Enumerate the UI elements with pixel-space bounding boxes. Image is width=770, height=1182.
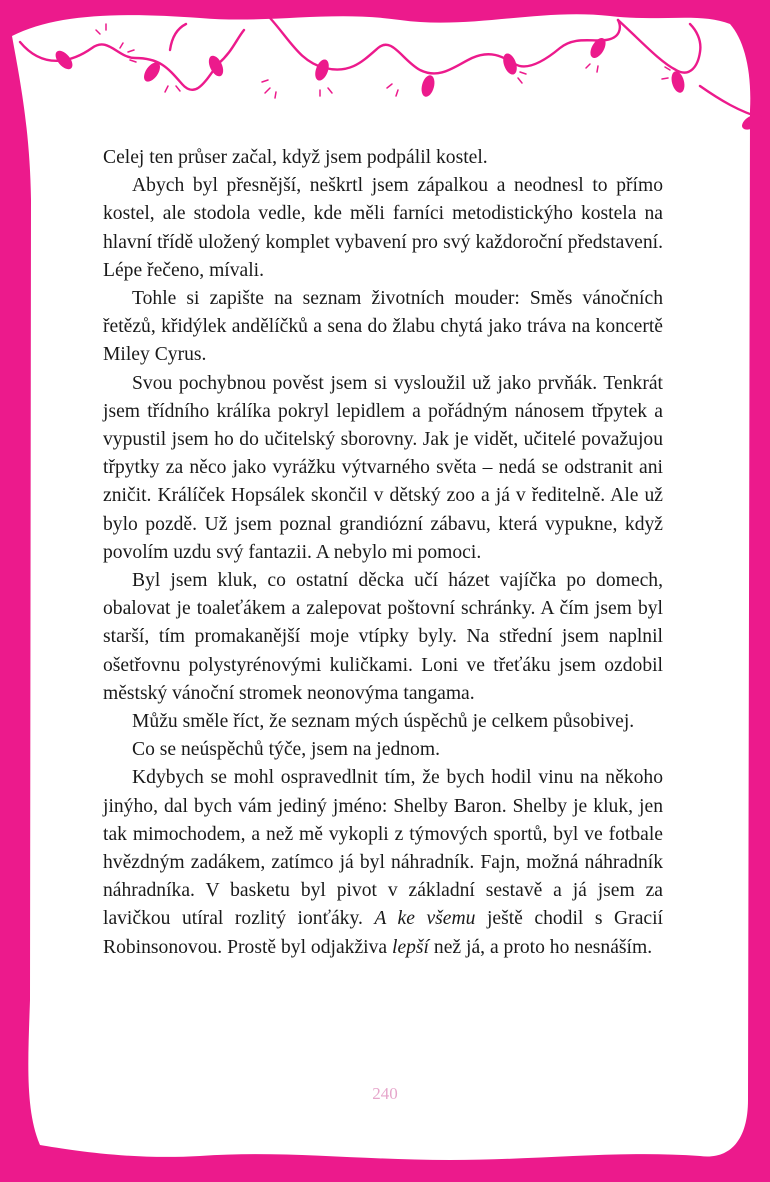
paragraph-text: Tohle si zapište na seznam životních mouder: Směs vánočních řetězů, křidýlek andělíčků a sena do žlabu chytá jako tráva na koncertě Miley Cyrus. xyxy=(103,288,663,366)
paragraph xyxy=(103,285,663,370)
paragraph xyxy=(103,567,663,708)
page-number: 240 xyxy=(372,1084,398,1103)
paragraph-text: Abych byl přesnější, neškrtl jsem zápalkou a neodnesl to přímo kostel, ale stodola vedle, kde měli farníci metodistickýho kostela na hlavní třídě uložený komplet vybavení pro svý každoroční představení. Lépe řečeno, mívali. xyxy=(103,175,663,281)
paragraph-text: ještě chodil s Gracií Robinsonovou. Prostě byl odjakživa xyxy=(103,908,663,958)
paragraph xyxy=(103,144,663,172)
page-body-text xyxy=(103,144,663,962)
paragraph xyxy=(103,736,663,764)
paragraph-text: Kdybych se mohl ospravedlnit tím, že bych hodil vinu na někoho jinýho, dal bych vám jediný jméno: Shelby Baron. Shelby je kluk, jen tak mimochodem, a než mě vykopli z týmových sportů, byl ve fotbale hvězdným zadákem, zatímco já byl náhradník. Fajn, možná náhradník náhradníka. V basketu byl pivot v základní sestavě a já jsem za lavičkou utíral rozlitý ionťáky. xyxy=(103,767,663,930)
christmas-lights-garland xyxy=(0,0,770,140)
paragraph-text: Svou pochybnou pověst jsem si vysloužil už jako prvňák. Tenkrát jsem třídního králíka pokryl lepidlem a pořádným nánosem třpytek a vypustil jsem ho do učitelský sborovny. Jak je vidět, učitelé považujou třpytky za něco jako vyrážku výtvarného světa – nedá se odstranit ani zničit. Králíček Hopsálek skončil v dětský zoo a já v ředitelně. Ale už bylo pozdě. Už jsem poznal grandiózní zábavu, která vypukne, když povolím uzdu svý fantazii. A nebylo mi pomoci. xyxy=(103,372,663,563)
italic-text: lepší xyxy=(392,936,430,958)
paragraph-text: Můžu směle říct, že seznam mých úspěchů je celkem působivej. xyxy=(132,711,635,733)
paragraph-text: Co se neúspěchů týče, jsem na jednom. xyxy=(132,739,440,761)
paragraph xyxy=(103,708,663,736)
paragraph-text: Celej ten průser začal, když jsem podpálil kostel. xyxy=(103,147,488,168)
paragraph-text: než já, a proto ho nesnáším. xyxy=(429,936,653,958)
paragraph xyxy=(103,172,663,285)
italic-text: A ke všemu xyxy=(374,908,476,930)
paragraph xyxy=(103,764,663,961)
paragraph xyxy=(103,370,663,567)
paragraph-text: Byl jsem kluk, co ostatní děcka učí házet vajíčka po domech, obalovat je toaleťákem a zalepovat poštovní schránky. A čím jsem byl starší, tím promakanější moje vtípky byly. Na střední jsem naplnil ošetřovnu polystyrénovými kuličkami. Loni ve třeťáku jsem ozdobil městský vánoční stromek neonovýma tangama. xyxy=(103,570,663,704)
